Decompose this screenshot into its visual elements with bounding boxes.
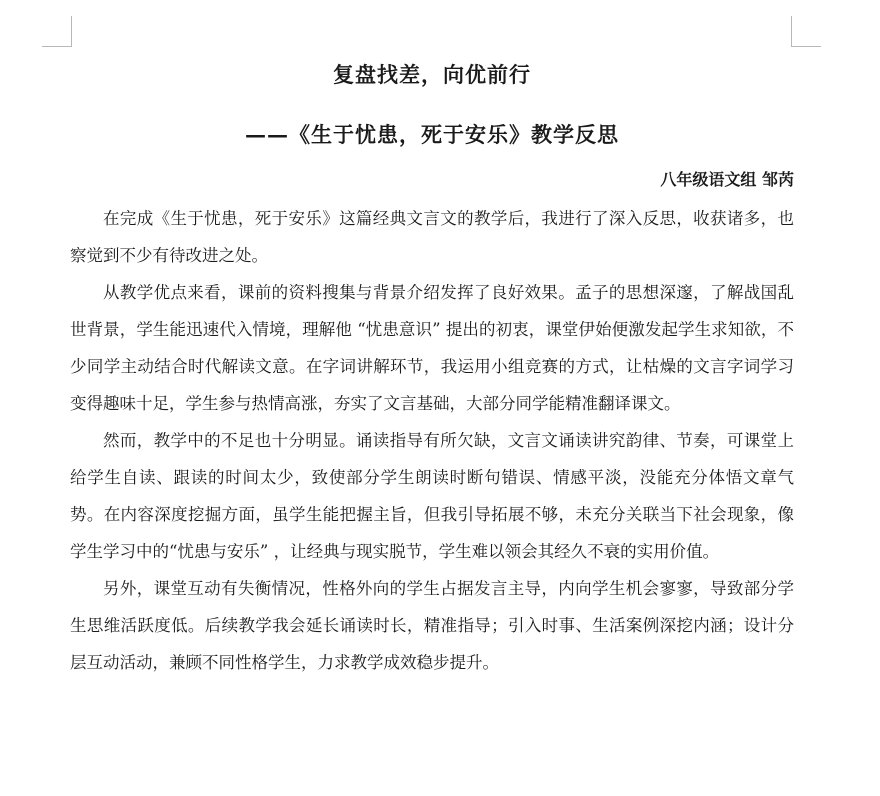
document-author: 八年级语文组 邹芮 bbox=[660, 170, 794, 189]
paragraph-improvements: 另外，课堂互动有失衡情况，性格外向的学生占据发言主导，内向学生机会寥寥，导致部分学生思维活跃度低。后续教学我会延长诵读时长，精准指导；引入时事、生活案例深挖内涵；设计分层互动活动，兼顾不同性格学生，力求教学成效稳步提升。 bbox=[70, 579, 794, 672]
document-body bbox=[70, 200, 794, 681]
paragraph-weaknesses: 然而，教学中的不足也十分明显。诵读指导有所欠缺，文言文诵读讲究韵律、节奏，可课堂上给学生自读、跟读的时间太少，致使部分学生朗读时断句错误、情感平淡，没能充分体悟文章气势。在内容深度挖掘方面，虽学生能把握主旨，但我引导拓展不够，未充分关联当下社会现象，像学生学习中的“忧患与安乐” ，让经典与现实脱节，学生难以领会其经久不衰的实用价值。 bbox=[70, 431, 794, 561]
document-title: 复盘找差，向优前行 bbox=[333, 62, 531, 87]
crop-mark-top-right-horizontal bbox=[791, 46, 821, 47]
paragraph-strengths: 从教学优点来看，课前的资料搜集与背景介绍发挥了良好效果。孟子的思想深邃，了解战国乱世背景，学生能迅速代入情境，理解他 “忧患意识” 提出的初衷，课堂伊始便激发起学生求知欲，不少同学主动结合时代解读文意。在字词讲解环节，我运用小组竞赛的方式，让枯燥的文言字词学习变得趣味十足，学生参与热情高涨，夯实了文言基础，大部分同学能精准翻译课文。 bbox=[70, 283, 794, 413]
crop-mark-top-right-vertical bbox=[791, 16, 792, 46]
document-subtitle: ——《生于忧患，死于安乐》教学反思 bbox=[245, 122, 619, 147]
paragraph-intro: 在完成《生于忧患，死于安乐》这篇经典文言文的教学后，我进行了深入反思，收获诸多，也察觉到不少有待改进之处。 bbox=[70, 209, 794, 265]
crop-mark-top-left-vertical bbox=[71, 16, 72, 46]
crop-mark-top-left-horizontal bbox=[42, 46, 72, 47]
